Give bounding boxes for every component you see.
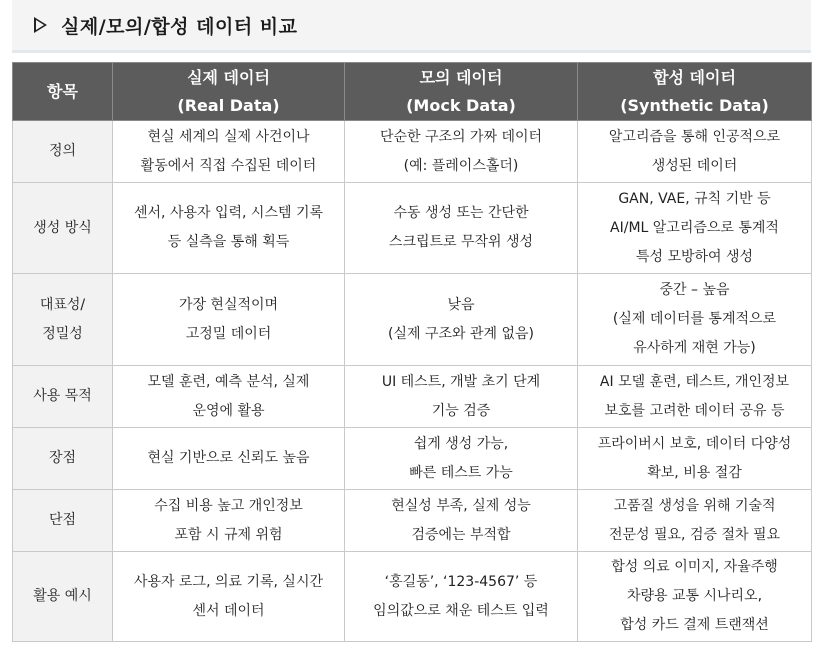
row-label [13, 183, 113, 274]
cell-real-data [113, 274, 345, 366]
table-row [13, 366, 812, 428]
cell-real-data [113, 490, 345, 552]
row-label [13, 121, 113, 183]
row-label [13, 490, 113, 552]
cell-real-data [113, 121, 345, 183]
cell-real-data [113, 552, 345, 642]
table-row [13, 428, 812, 490]
cell-line: 모델 훈련, 예측 분석, 실제 [147, 373, 310, 390]
cell-mock-data [345, 274, 578, 366]
cell-line: 고품질 생성을 위해 기술적 [613, 497, 776, 514]
comparison-table [12, 62, 812, 642]
cell-line: 전문성 필요, 검증 절차 필요 [608, 526, 780, 543]
cell-line: 센서, 사용자 입력, 시스템 기록 [134, 205, 323, 221]
table-row [13, 552, 812, 642]
cell-line: 현실성 부족, 실제 성능 [391, 497, 531, 514]
cell-line: 가장 현실적이며 [178, 296, 279, 313]
cell-line: 낮음 [447, 296, 475, 313]
cell-synthetic-data [578, 366, 812, 428]
cell-line: 유사하게 재현 가능) [633, 340, 756, 356]
cell-line: UI 테스트, 개발 초기 단계 [381, 373, 541, 390]
cell-mock-data [345, 121, 578, 183]
cell-line: 확보, 비용 절감 [647, 464, 742, 481]
cell-line: 중간 – 높음 [659, 282, 730, 298]
title-bar [12, 0, 811, 53]
cell-line: 센서 데이터 [192, 602, 265, 619]
cell-line: 활용 예시 [33, 588, 92, 604]
header-item: 항목 [13, 63, 113, 121]
cell-mock-data [345, 552, 578, 642]
cell-line: 스크립트로 무작위 생성 [388, 234, 534, 250]
cell-line: 수동 생성 또는 간단한 [393, 205, 529, 221]
row-label [13, 366, 113, 428]
cell-line: (실제 구조와 관계 없음) [388, 325, 534, 342]
cell-line: 사용 목적 [33, 388, 92, 404]
table-row [13, 490, 812, 552]
header-mock-data: 모의 데이터 (Mock Data) [345, 63, 578, 121]
page-title: 실제/모의/합성 데이터 비교 [61, 15, 298, 38]
cell-mock-data [345, 183, 578, 274]
cell-line: GAN, VAE, 규칙 기반 등 [618, 190, 771, 207]
cell-line: 쉽게 생성 가능, [413, 435, 509, 452]
cell-line: 정밀성 [42, 325, 83, 342]
cell-synthetic-data [578, 121, 812, 183]
cell-mock-data [345, 490, 578, 552]
cell-line: 생성 방식 [33, 219, 92, 236]
cell-line: AI 모델 훈련, 테스트, 개인정보 [599, 373, 790, 390]
cell-line: 현실 세계의 실제 사건이나 [147, 128, 310, 145]
cell-line: 등 실측을 통해 획득 [167, 234, 290, 250]
cell-synthetic-data [578, 428, 812, 490]
cell-line: 장점 [48, 450, 77, 466]
cell-line: (실제 데이터를 통계적으로 [612, 311, 777, 327]
cell-line: 임의값으로 채운 테스트 입력 [373, 602, 549, 619]
cell-line: 수집 비용 높고 개인정보 [154, 497, 303, 514]
header-row [13, 63, 812, 121]
cell-synthetic-data [578, 274, 812, 366]
cell-real-data [113, 183, 345, 274]
cell-line: 빠른 테스트 가능 [409, 464, 513, 481]
table-row [13, 183, 812, 274]
cell-synthetic-data [578, 183, 812, 274]
cell-line: ‘홍길동’, ‘123-4567’ 등 [384, 573, 538, 590]
cell-line: 단순한 구조의 가짜 데이터 [379, 128, 543, 145]
cell-line: 정의 [48, 143, 77, 159]
cell-line: 운영에 활용 [192, 402, 265, 419]
cell-line: 알고리즘을 통해 인공적으로 [608, 128, 781, 145]
cell-line: 대표성/ [39, 296, 86, 313]
cell-line: 보호를 고려한 데이터 공유 등 [604, 402, 785, 419]
cell-synthetic-data [578, 552, 812, 642]
row-label [13, 274, 113, 366]
row-label [13, 552, 113, 642]
cell-line: 현실 기반으로 신뢰도 높음 [147, 450, 310, 466]
cell-line: (예: 플레이스홀더) [403, 157, 519, 174]
cell-line: 생성된 데이터 [651, 157, 738, 174]
cell-line: 특성 모방하여 생성 [635, 248, 754, 265]
table-row [13, 121, 812, 183]
cell-line: 검증에는 부적합 [411, 526, 511, 543]
triangle-right-icon [34, 17, 47, 33]
cell-synthetic-data [578, 490, 812, 552]
cell-mock-data [345, 428, 578, 490]
header-real-data: 실제 데이터 (Real Data) [113, 63, 345, 121]
cell-line: 기능 검증 [431, 402, 491, 419]
cell-line: 사용자 로그, 의료 기록, 실시간 [134, 573, 323, 590]
cell-line: 차량용 교통 시나리오, [626, 588, 763, 604]
cell-mock-data [345, 366, 578, 428]
cell-line: 활동에서 직접 수집된 데이터 [140, 157, 317, 174]
row-label [13, 428, 113, 490]
table-row [13, 274, 812, 366]
cell-real-data [113, 428, 345, 490]
cell-line: 합성 의료 이미지, 자율주행 [611, 559, 778, 575]
cell-line: 합성 카드 결제 트랜잭션 [620, 617, 769, 633]
cell-line: 프라이버시 보호, 데이터 다양성 [597, 435, 792, 452]
header-synthetic-data: 합성 데이터 (Synthetic Data) [578, 63, 812, 121]
cell-real-data [113, 366, 345, 428]
cell-line: AI/ML 알고리즘으로 통계적 [610, 219, 779, 236]
cell-line: 단점 [48, 512, 77, 528]
cell-line: 포함 시 규제 위험 [174, 526, 283, 543]
cell-line: 고정밀 데이터 [185, 325, 272, 342]
